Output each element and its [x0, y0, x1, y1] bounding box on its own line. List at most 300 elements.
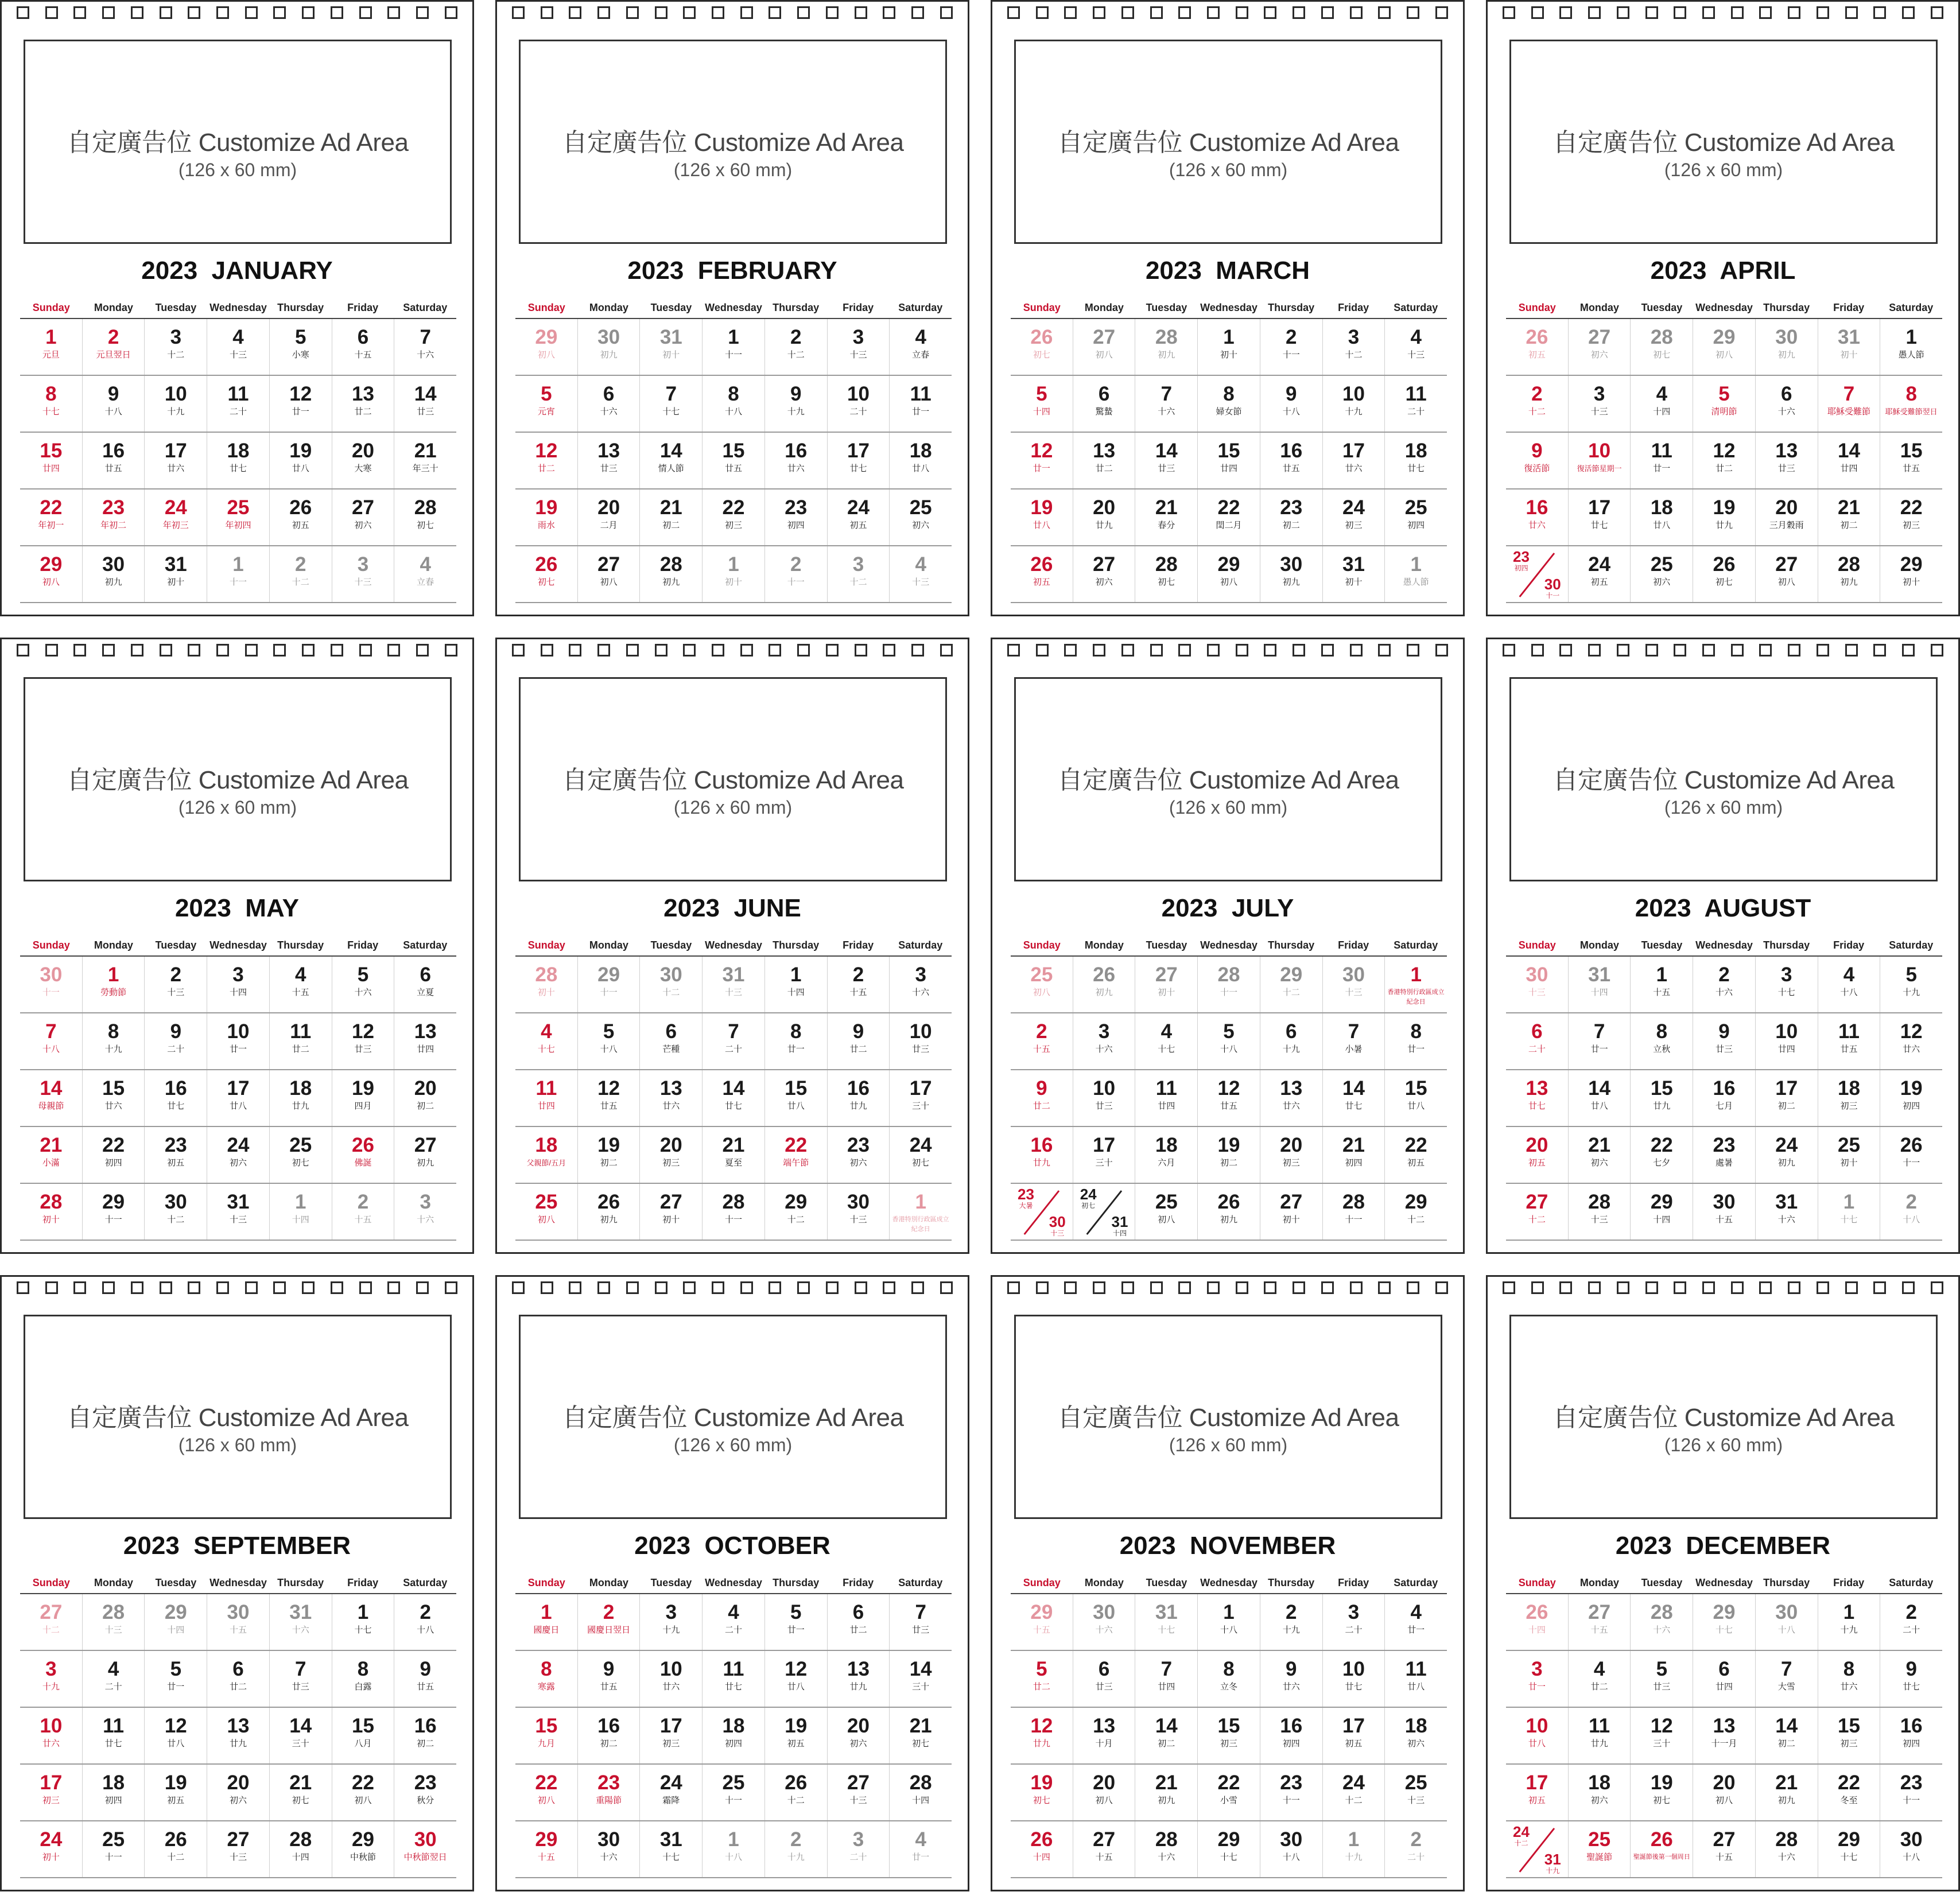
day-cell[interactable] — [1135, 957, 1198, 1012]
day-cell[interactable] — [394, 1594, 456, 1650]
day-cell[interactable] — [1323, 957, 1385, 1012]
day-cell[interactable] — [703, 1184, 765, 1240]
day-cell[interactable] — [394, 1708, 456, 1763]
day-cell[interactable] — [1011, 1821, 1073, 1877]
day-cell[interactable] — [578, 546, 641, 602]
day-cell[interactable] — [83, 376, 145, 432]
day-cell[interactable] — [1260, 1184, 1323, 1240]
day-cell[interactable] — [578, 319, 641, 375]
day-cell[interactable] — [1631, 957, 1693, 1012]
day-cell[interactable] — [703, 1708, 765, 1763]
day-cell[interactable] — [1818, 1070, 1881, 1126]
day-cell[interactable] — [332, 1765, 395, 1820]
day-cell[interactable] — [640, 376, 703, 432]
day-cell[interactable] — [207, 1184, 270, 1240]
day-cell-split[interactable] — [1506, 1821, 1569, 1877]
day-cell[interactable] — [1385, 433, 1447, 488]
day-cell[interactable] — [332, 546, 395, 602]
day-cell-split[interactable] — [1011, 1184, 1073, 1240]
day-cell[interactable] — [1506, 1765, 1569, 1820]
day-cell[interactable] — [394, 1127, 456, 1183]
day-cell[interactable] — [20, 957, 83, 1012]
day-cell[interactable] — [703, 376, 765, 432]
day-cell[interactable] — [83, 1651, 145, 1707]
day-cell[interactable] — [578, 1708, 641, 1763]
day-cell[interactable] — [1385, 1594, 1447, 1650]
day-cell[interactable] — [890, 1708, 952, 1763]
day-cell[interactable] — [1385, 319, 1447, 375]
day-cell[interactable] — [828, 1070, 890, 1126]
day-cell[interactable] — [83, 546, 145, 602]
day-cell[interactable] — [83, 1184, 145, 1240]
day-cell[interactable] — [145, 376, 207, 432]
day-cell[interactable] — [1506, 957, 1569, 1012]
day-cell[interactable] — [1073, 1708, 1136, 1763]
day-cell[interactable] — [1506, 1651, 1569, 1707]
day-cell[interactable] — [1880, 376, 1942, 432]
day-cell[interactable] — [1506, 1594, 1569, 1650]
day-cell[interactable] — [1693, 489, 1756, 545]
day-cell[interactable] — [20, 1708, 83, 1763]
day-cell[interactable] — [83, 1013, 145, 1069]
day-cell[interactable] — [1693, 376, 1756, 432]
day-cell[interactable] — [1323, 319, 1385, 375]
day-cell[interactable] — [1506, 319, 1569, 375]
day-cell[interactable] — [20, 1821, 83, 1877]
day-cell[interactable] — [145, 1070, 207, 1126]
day-cell[interactable] — [1073, 489, 1136, 545]
day-cell[interactable] — [1011, 1594, 1073, 1650]
day-cell[interactable] — [1323, 546, 1385, 602]
day-cell[interactable] — [83, 1070, 145, 1126]
day-cell[interactable] — [1506, 1708, 1569, 1763]
day-cell[interactable] — [207, 376, 270, 432]
day-cell[interactable] — [145, 1013, 207, 1069]
day-cell[interactable] — [1506, 376, 1569, 432]
day-cell[interactable] — [145, 1765, 207, 1820]
day-cell[interactable] — [765, 433, 828, 488]
day-cell[interactable] — [83, 1765, 145, 1820]
day-cell[interactable] — [703, 546, 765, 602]
day-cell[interactable] — [890, 1821, 952, 1877]
day-cell[interactable] — [578, 1651, 641, 1707]
day-cell[interactable] — [207, 1070, 270, 1126]
day-cell[interactable] — [1073, 319, 1136, 375]
day-cell-split[interactable] — [1073, 1184, 1136, 1240]
day-cell[interactable] — [1818, 1127, 1881, 1183]
day-cell[interactable] — [1756, 433, 1818, 488]
day-cell[interactable] — [1631, 1184, 1693, 1240]
day-cell[interactable] — [394, 1651, 456, 1707]
day-cell[interactable] — [578, 1821, 641, 1877]
day-cell[interactable] — [1880, 1708, 1942, 1763]
day-cell[interactable] — [765, 1070, 828, 1126]
day-cell[interactable] — [828, 1184, 890, 1240]
day-cell[interactable] — [1756, 489, 1818, 545]
day-cell[interactable] — [1631, 1708, 1693, 1763]
day-cell[interactable] — [1011, 1070, 1073, 1126]
day-cell[interactable] — [1198, 1594, 1260, 1650]
day-cell[interactable] — [1260, 1070, 1323, 1126]
day-cell[interactable] — [145, 1127, 207, 1183]
day-cell[interactable] — [20, 319, 83, 375]
day-cell[interactable] — [828, 1765, 890, 1820]
day-cell[interactable] — [83, 1708, 145, 1763]
day-cell[interactable] — [1323, 1127, 1385, 1183]
day-cell[interactable] — [890, 546, 952, 602]
day-cell[interactable] — [1073, 546, 1136, 602]
day-cell[interactable] — [1693, 1651, 1756, 1707]
day-cell[interactable] — [1631, 376, 1693, 432]
day-cell[interactable] — [83, 489, 145, 545]
day-cell[interactable] — [20, 433, 83, 488]
day-cell[interactable] — [1198, 1708, 1260, 1763]
day-cell[interactable] — [765, 1765, 828, 1820]
day-cell[interactable] — [1880, 1821, 1942, 1877]
day-cell[interactable] — [1073, 1127, 1136, 1183]
day-cell[interactable] — [1011, 1765, 1073, 1820]
day-cell[interactable] — [1135, 1708, 1198, 1763]
day-cell[interactable] — [270, 433, 332, 488]
day-cell[interactable] — [890, 489, 952, 545]
day-cell[interactable] — [703, 433, 765, 488]
day-cell[interactable] — [207, 1765, 270, 1820]
day-cell[interactable] — [515, 1708, 578, 1763]
day-cell[interactable] — [890, 433, 952, 488]
day-cell[interactable] — [890, 1070, 952, 1126]
day-cell[interactable] — [1323, 1821, 1385, 1877]
day-cell[interactable] — [1323, 1651, 1385, 1707]
day-cell[interactable] — [828, 1594, 890, 1650]
day-cell[interactable] — [578, 1765, 641, 1820]
day-cell[interactable] — [1693, 1821, 1756, 1877]
day-cell[interactable] — [1323, 1184, 1385, 1240]
day-cell[interactable] — [765, 1821, 828, 1877]
day-cell[interactable] — [890, 1651, 952, 1707]
day-cell[interactable] — [1135, 1765, 1198, 1820]
day-cell[interactable] — [1818, 1821, 1881, 1877]
day-cell[interactable] — [1569, 1594, 1631, 1650]
day-cell[interactable] — [1323, 1765, 1385, 1820]
day-cell[interactable] — [1569, 1127, 1631, 1183]
day-cell[interactable] — [1260, 1013, 1323, 1069]
day-cell[interactable] — [1506, 1184, 1569, 1240]
day-cell[interactable] — [1011, 1708, 1073, 1763]
day-cell[interactable] — [207, 1594, 270, 1650]
day-cell[interactable] — [145, 433, 207, 488]
day-cell[interactable] — [1135, 546, 1198, 602]
day-cell[interactable] — [515, 1651, 578, 1707]
day-cell[interactable] — [1569, 1651, 1631, 1707]
day-cell[interactable] — [83, 957, 145, 1012]
day-cell[interactable] — [1260, 319, 1323, 375]
day-cell[interactable] — [1693, 1765, 1756, 1820]
day-cell[interactable] — [207, 1651, 270, 1707]
day-cell[interactable] — [640, 1821, 703, 1877]
day-cell[interactable] — [145, 1184, 207, 1240]
day-cell[interactable] — [20, 1184, 83, 1240]
day-cell[interactable] — [640, 1651, 703, 1707]
day-cell[interactable] — [765, 546, 828, 602]
day-cell[interactable] — [1135, 1127, 1198, 1183]
day-cell[interactable] — [145, 319, 207, 375]
day-cell[interactable] — [515, 1765, 578, 1820]
day-cell[interactable] — [1385, 1765, 1447, 1820]
day-cell[interactable] — [145, 489, 207, 545]
day-cell[interactable] — [1385, 489, 1447, 545]
day-cell[interactable] — [1011, 1013, 1073, 1069]
day-cell[interactable] — [515, 319, 578, 375]
day-cell[interactable] — [207, 319, 270, 375]
day-cell[interactable] — [270, 1070, 332, 1126]
day-cell[interactable] — [1135, 1013, 1198, 1069]
day-cell[interactable] — [765, 489, 828, 545]
day-cell[interactable] — [332, 1821, 395, 1877]
day-cell[interactable] — [890, 319, 952, 375]
day-cell[interactable] — [1880, 1127, 1942, 1183]
day-cell[interactable] — [1569, 376, 1631, 432]
day-cell[interactable] — [1260, 1651, 1323, 1707]
day-cell[interactable] — [765, 376, 828, 432]
day-cell[interactable] — [207, 1821, 270, 1877]
day-cell[interactable] — [640, 433, 703, 488]
day-cell[interactable] — [578, 1594, 641, 1650]
day-cell[interactable] — [83, 433, 145, 488]
day-cell[interactable] — [1631, 1821, 1693, 1877]
day-cell[interactable] — [1073, 1821, 1136, 1877]
day-cell[interactable] — [270, 319, 332, 375]
day-cell[interactable] — [640, 957, 703, 1012]
day-cell[interactable] — [640, 1765, 703, 1820]
day-cell[interactable] — [394, 489, 456, 545]
day-cell[interactable] — [394, 957, 456, 1012]
day-cell[interactable] — [1818, 546, 1881, 602]
day-cell[interactable] — [1011, 1651, 1073, 1707]
day-cell[interactable] — [1693, 1013, 1756, 1069]
day-cell[interactable] — [1756, 1184, 1818, 1240]
day-cell[interactable] — [394, 1070, 456, 1126]
day-cell[interactable] — [20, 1765, 83, 1820]
day-cell[interactable] — [270, 1708, 332, 1763]
day-cell[interactable] — [578, 1013, 641, 1069]
day-cell[interactable] — [1631, 1765, 1693, 1820]
day-cell[interactable] — [1385, 1184, 1447, 1240]
day-cell[interactable] — [703, 1013, 765, 1069]
day-cell[interactable] — [1756, 1594, 1818, 1650]
day-cell[interactable] — [1631, 489, 1693, 545]
day-cell[interactable] — [1631, 1070, 1693, 1126]
day-cell[interactable] — [1756, 1765, 1818, 1820]
day-cell[interactable] — [890, 1184, 952, 1240]
day-cell[interactable] — [1135, 1594, 1198, 1650]
day-cell[interactable] — [270, 376, 332, 432]
day-cell[interactable] — [1569, 1013, 1631, 1069]
day-cell[interactable] — [394, 1765, 456, 1820]
day-cell[interactable] — [1198, 957, 1260, 1012]
day-cell[interactable] — [1693, 433, 1756, 488]
day-cell[interactable] — [1818, 1594, 1881, 1650]
day-cell[interactable] — [394, 1821, 456, 1877]
day-cell[interactable] — [332, 1127, 395, 1183]
day-cell[interactable] — [1385, 1708, 1447, 1763]
day-cell[interactable] — [703, 1127, 765, 1183]
day-cell[interactable] — [1135, 1821, 1198, 1877]
day-cell[interactable] — [1135, 376, 1198, 432]
day-cell[interactable] — [1260, 1821, 1323, 1877]
day-cell[interactable] — [1880, 1070, 1942, 1126]
day-cell[interactable] — [1198, 1013, 1260, 1069]
day-cell[interactable] — [145, 957, 207, 1012]
day-cell[interactable] — [515, 1184, 578, 1240]
day-cell[interactable] — [20, 1013, 83, 1069]
day-cell[interactable] — [1631, 1651, 1693, 1707]
day-cell[interactable] — [1260, 1708, 1323, 1763]
day-cell[interactable] — [1260, 376, 1323, 432]
day-cell[interactable] — [270, 1765, 332, 1820]
day-cell[interactable] — [1756, 1013, 1818, 1069]
day-cell[interactable] — [1880, 1013, 1942, 1069]
day-cell[interactable] — [1260, 1765, 1323, 1820]
day-cell[interactable] — [1323, 376, 1385, 432]
day-cell[interactable] — [578, 1070, 641, 1126]
day-cell[interactable] — [1818, 319, 1881, 375]
day-cell[interactable] — [1880, 546, 1942, 602]
day-cell[interactable] — [1756, 1708, 1818, 1763]
day-cell[interactable] — [270, 1127, 332, 1183]
day-cell[interactable] — [20, 1651, 83, 1707]
day-cell[interactable] — [703, 319, 765, 375]
day-cell[interactable] — [20, 546, 83, 602]
day-cell[interactable] — [1693, 546, 1756, 602]
day-cell[interactable] — [1569, 1765, 1631, 1820]
day-cell[interactable] — [1818, 1651, 1881, 1707]
day-cell[interactable] — [578, 1127, 641, 1183]
day-cell[interactable] — [703, 1594, 765, 1650]
day-cell[interactable] — [515, 1013, 578, 1069]
day-cell[interactable] — [394, 433, 456, 488]
day-cell[interactable] — [1135, 1070, 1198, 1126]
day-cell[interactable] — [578, 489, 641, 545]
day-cell[interactable] — [1506, 1013, 1569, 1069]
day-cell[interactable] — [1073, 1594, 1136, 1650]
day-cell[interactable] — [640, 1184, 703, 1240]
day-cell[interactable] — [1880, 433, 1942, 488]
day-cell[interactable] — [20, 489, 83, 545]
day-cell[interactable] — [1073, 1070, 1136, 1126]
day-cell[interactable] — [890, 1594, 952, 1650]
day-cell[interactable] — [1818, 1708, 1881, 1763]
day-cell[interactable] — [703, 1651, 765, 1707]
day-cell[interactable] — [515, 957, 578, 1012]
day-cell[interactable] — [1135, 1651, 1198, 1707]
day-cell[interactable] — [1135, 319, 1198, 375]
day-cell[interactable] — [332, 433, 395, 488]
day-cell[interactable] — [83, 1127, 145, 1183]
day-cell[interactable] — [1073, 433, 1136, 488]
day-cell[interactable] — [1693, 319, 1756, 375]
day-cell[interactable] — [1756, 1070, 1818, 1126]
day-cell[interactable] — [1135, 1184, 1198, 1240]
day-cell[interactable] — [1385, 1013, 1447, 1069]
day-cell[interactable] — [765, 1184, 828, 1240]
day-cell[interactable] — [1073, 957, 1136, 1012]
day-cell[interactable] — [828, 546, 890, 602]
day-cell-split[interactable] — [1506, 546, 1569, 602]
day-cell[interactable] — [1506, 433, 1569, 488]
day-cell[interactable] — [828, 1013, 890, 1069]
day-cell[interactable] — [1198, 1651, 1260, 1707]
day-cell[interactable] — [1569, 319, 1631, 375]
day-cell[interactable] — [515, 1594, 578, 1650]
day-cell[interactable] — [1569, 1821, 1631, 1877]
day-cell[interactable] — [703, 489, 765, 545]
day-cell[interactable] — [1693, 1127, 1756, 1183]
day-cell[interactable] — [1385, 546, 1447, 602]
day-cell[interactable] — [890, 957, 952, 1012]
day-cell[interactable] — [332, 1594, 395, 1650]
day-cell[interactable] — [1073, 1765, 1136, 1820]
day-cell[interactable] — [1880, 489, 1942, 545]
day-cell[interactable] — [1323, 433, 1385, 488]
day-cell[interactable] — [1198, 1821, 1260, 1877]
day-cell[interactable] — [1073, 1013, 1136, 1069]
day-cell[interactable] — [1198, 376, 1260, 432]
day-cell[interactable] — [1756, 546, 1818, 602]
day-cell[interactable] — [1073, 376, 1136, 432]
day-cell[interactable] — [515, 1070, 578, 1126]
day-cell[interactable] — [1198, 1070, 1260, 1126]
day-cell[interactable] — [1385, 1821, 1447, 1877]
day-cell[interactable] — [270, 1821, 332, 1877]
day-cell[interactable] — [1198, 433, 1260, 488]
day-cell[interactable] — [1506, 489, 1569, 545]
day-cell[interactable] — [640, 1013, 703, 1069]
day-cell[interactable] — [394, 319, 456, 375]
day-cell[interactable] — [765, 1651, 828, 1707]
day-cell[interactable] — [1880, 1765, 1942, 1820]
day-cell[interactable] — [1818, 1765, 1881, 1820]
day-cell[interactable] — [828, 489, 890, 545]
day-cell[interactable] — [1011, 1127, 1073, 1183]
day-cell[interactable] — [1011, 433, 1073, 488]
day-cell[interactable] — [1631, 1594, 1693, 1650]
day-cell[interactable] — [332, 957, 395, 1012]
day-cell[interactable] — [1385, 957, 1447, 1012]
day-cell[interactable] — [394, 376, 456, 432]
day-cell[interactable] — [1569, 1184, 1631, 1240]
day-cell[interactable] — [1260, 489, 1323, 545]
day-cell[interactable] — [270, 489, 332, 545]
day-cell[interactable] — [1135, 433, 1198, 488]
day-cell[interactable] — [394, 546, 456, 602]
day-cell[interactable] — [828, 1127, 890, 1183]
day-cell[interactable] — [83, 319, 145, 375]
day-cell[interactable] — [1569, 957, 1631, 1012]
day-cell[interactable] — [890, 1127, 952, 1183]
day-cell[interactable] — [828, 1708, 890, 1763]
day-cell[interactable] — [765, 1594, 828, 1650]
day-cell[interactable] — [1631, 1127, 1693, 1183]
day-cell[interactable] — [515, 489, 578, 545]
day-cell[interactable] — [1260, 957, 1323, 1012]
day-cell[interactable] — [578, 1184, 641, 1240]
day-cell[interactable] — [1198, 546, 1260, 602]
day-cell[interactable] — [1011, 319, 1073, 375]
day-cell[interactable] — [1260, 1127, 1323, 1183]
day-cell[interactable] — [1260, 433, 1323, 488]
day-cell[interactable] — [1569, 1070, 1631, 1126]
day-cell[interactable] — [1756, 319, 1818, 375]
